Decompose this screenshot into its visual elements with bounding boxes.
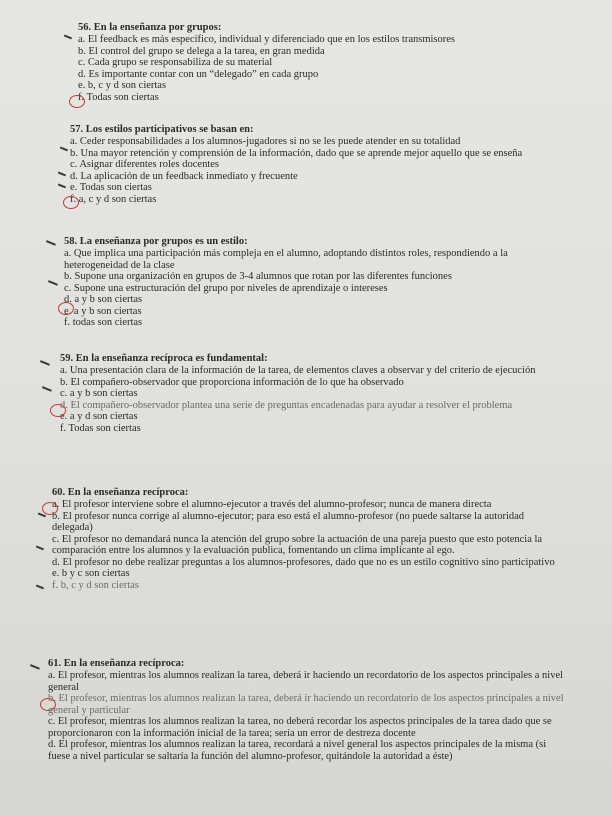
option-e: e. b y c son ciertas	[52, 568, 130, 579]
pen-stroke	[64, 35, 72, 39]
question-61	[48, 658, 564, 762]
question-title: 60. En la enseñanza recíproca:	[52, 487, 189, 498]
pen-stroke	[36, 585, 44, 589]
option-b: b. Una mayor retención y comprensión de la información, dado que se aprende mejor aquello que se enseña	[70, 147, 523, 159]
answer-circle	[69, 95, 85, 108]
option-f: f. a, c y d son ciertas	[70, 193, 157, 205]
option-c: c. Supone una estructuración del grupo por niveles de aprendizaje o intereses	[64, 282, 388, 294]
question-title: 61. En la enseñanza recíproca:	[48, 658, 185, 669]
pen-stroke	[30, 664, 40, 669]
pen-stroke	[58, 184, 66, 188]
question-title: 56. En la enseñanza por grupos:	[78, 22, 222, 33]
question-title: 57. Los estilos participativos se basan en:	[70, 124, 254, 135]
option-f: f. Todas son ciertas	[60, 422, 141, 434]
pen-stroke	[36, 546, 44, 550]
option-f: f. b, c y d son ciertas	[52, 579, 139, 591]
option-a: a. Ceder responsabilidades a los alumnos-jugadores si no se les puede atender en su totalidad	[70, 136, 461, 147]
option-a: a. El feedback es más específico, individual y diferenciado que en los estilos transmisores	[78, 34, 456, 45]
question-57	[70, 124, 548, 205]
option-c: c. El profesor no demandará nunca la atención del grupo sobre la actuación de una pareja puesto que esto potencia la comparación entre los alumnos y la evaluación publica, fomentando un clima implicante al ego.	[52, 533, 543, 556]
answer-circle	[42, 502, 58, 515]
option-b: b. El profesor, mientras los alumnos realizan la tarea, deberá ir haciendo un recordatorio de los aspectos principales a nivel general y particular	[48, 693, 564, 716]
answer-circle	[40, 698, 56, 711]
option-a: a. El profesor, mientras los alumnos realizan la tarea, deberá ir haciendo un recordatorio de los aspectos principales a nivel general	[48, 670, 564, 693]
option-b: b. Supone una organización en grupos de 3-4 alumnos que rotan por las diferentes funciones	[64, 271, 452, 282]
option-b: b. El profesor nunca corrige al alumno-ejecutor; para eso está el alumno-profesor (no puede saltarse la autoridad delegada)	[52, 510, 525, 533]
pen-stroke	[58, 172, 66, 176]
option-a: a. Que implica una participación más compleja en el alumno, adoptando distintos roles, respondiendo a la heterogeneidad de la clase	[64, 248, 508, 271]
question-title: 58. La enseñanza por grupos es un estilo:	[64, 236, 248, 247]
option-a: a. El profesor interviene sobre el alumno-ejecutor a través del alumno-profesor; nunca de manera directa	[52, 499, 492, 510]
question-56	[78, 22, 508, 103]
pen-stroke	[46, 240, 56, 245]
option-e: e. Todas son ciertas	[70, 182, 152, 193]
option-c: c. a y b son ciertas	[60, 388, 138, 399]
pen-stroke	[40, 360, 50, 365]
option-d: d. Es importante contar con un “delegado” en cada grupo	[78, 68, 319, 80]
option-e: e. a y b son ciertas	[64, 305, 142, 317]
pen-stroke	[60, 147, 68, 151]
option-d: d. El profesor no debe realizar preguntas a los alumnos-profesores, dado que no es un estilo cognitivo sino participativo	[52, 556, 555, 568]
option-c: c. El profesor, mientras los alumnos realizan la tarea, no deberá recordar los aspectos principales de la tarea dado que se proporcionaron con la información inicial de la tarea; sería un error de destreza docente	[48, 716, 552, 739]
option-e: e. b, c y d son ciertas	[78, 80, 167, 91]
pen-stroke	[42, 386, 52, 391]
question-58	[64, 236, 554, 329]
question-60	[52, 487, 562, 591]
answer-circle	[58, 302, 74, 315]
option-b: b. El control del grupo se delega a la tarea, en gran medida	[78, 45, 325, 57]
option-f: f. Todas son ciertas	[78, 91, 159, 103]
option-d: d. La aplicación de un feedback inmediato y frecuente	[70, 170, 298, 182]
option-b: b. El compañero-observador que proporciona información de lo que ha observado	[60, 376, 404, 388]
answer-circle	[63, 196, 79, 209]
option-c: c. Cada grupo se responsabiliza de su material	[78, 57, 273, 68]
option-d: d. a y b son ciertas	[64, 294, 143, 305]
pen-stroke	[48, 280, 58, 285]
question-59	[60, 353, 560, 434]
option-e: e. a y d son ciertas	[60, 411, 138, 422]
option-c: c. Asignar diferentes roles docentes	[70, 159, 219, 170]
answer-circle	[50, 404, 66, 417]
option-d: d. El compañero-observador plantea una serie de preguntas encadenadas para ayudar a resolver el problema	[60, 399, 513, 411]
option-a: a. Una presentación clara de la información de la tarea, de elementos claves a observar y del criterio de ejecución	[60, 365, 536, 376]
question-title: 59. En la enseñanza recíproca es fundamental:	[60, 353, 268, 364]
option-f: f. todas son ciertas	[64, 317, 143, 328]
option-d: d. El profesor, mientras los alumnos realizan la tarea, recordará a nivel general los aspectos principales de la misma (si fuese a nivel particular se saltaría la función del alumno-profesor, quitándole la autoridad a éste)	[48, 739, 547, 762]
